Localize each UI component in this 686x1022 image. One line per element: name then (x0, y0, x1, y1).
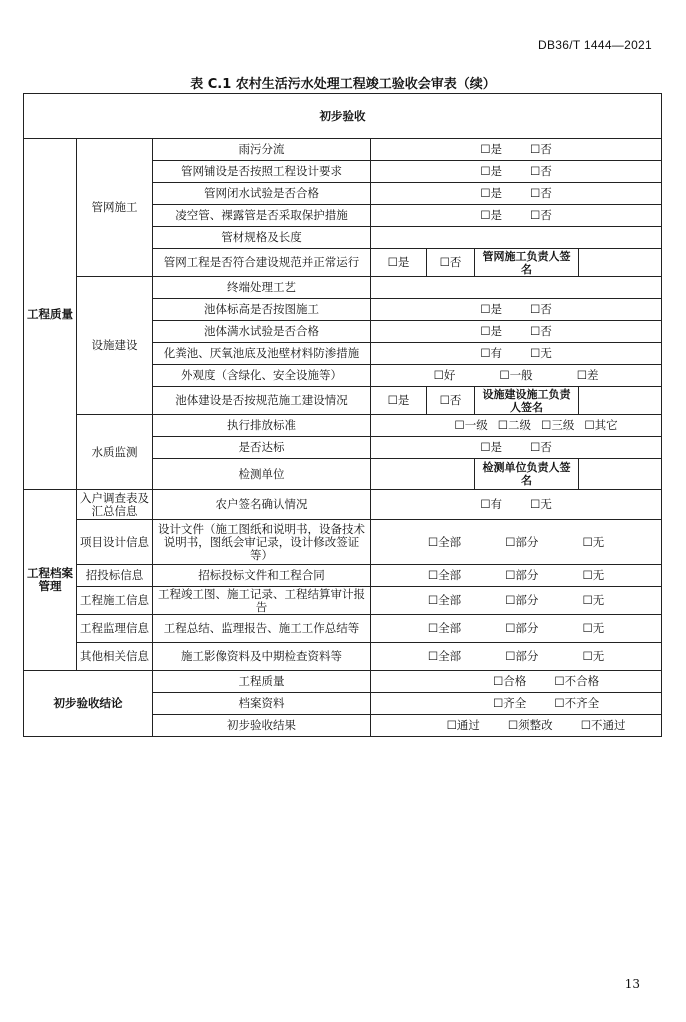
water-item: 执行排放标准 (153, 415, 371, 437)
conclusion-item: 档案资料 (153, 693, 371, 715)
option-partial[interactable]: ☐部分 (505, 649, 539, 663)
conclusion-item: 初步验收结果 (153, 715, 371, 737)
facility-item: 池体满水试验是否合格 (153, 321, 371, 343)
option-no[interactable]: ☐否 (530, 186, 552, 200)
archive-item: 施工影像资料及中期检查资料等 (153, 643, 371, 671)
option-rectify[interactable]: ☐须整改 (507, 718, 553, 732)
option-no[interactable]: ☐否 (427, 249, 475, 277)
option-poor[interactable]: ☐差 (576, 368, 599, 382)
option-all[interactable]: ☐全部 (427, 621, 462, 635)
facility-item: 外观度（含绿化、安全设施等） (153, 365, 371, 387)
option-no[interactable]: ☐否 (530, 142, 552, 156)
option-grade-2[interactable]: ☐二级 (497, 418, 532, 432)
pipe-item: 管网工程是否符合建设规范并正常运行 (153, 249, 371, 277)
option-none[interactable]: ☐无 (530, 497, 552, 511)
option-yes[interactable]: ☐是 (371, 387, 427, 415)
option-partial[interactable]: ☐部分 (505, 534, 539, 549)
option-yes[interactable]: ☐是 (480, 142, 503, 156)
standard-number: DB36/T 1444—2021 (538, 38, 652, 52)
archive-item: 农户签名确认情况 (153, 490, 371, 520)
option-none[interactable]: ☐无 (582, 621, 605, 635)
pipe-item: 管网铺设是否按照工程设计要求 (153, 161, 371, 183)
archive-item: 工程总结、监理报告、施工工作总结等 (153, 615, 371, 643)
pipe-item: 雨污分流 (153, 139, 371, 161)
water-item: 是否达标 (153, 437, 371, 459)
pipe-label: 管网施工 (77, 139, 153, 277)
pipe-signature-field[interactable] (579, 249, 662, 277)
facility-item: 化粪池、厌氧池底及池壁材料防渗措施 (153, 343, 371, 365)
archive-category: 工程施工信息 (77, 587, 153, 615)
archive-item: 设计文件（施工图纸和说明书，设备技术说明书，图纸会审记录，设计修改签证等） (153, 520, 371, 565)
option-none[interactable]: ☐无 (582, 593, 605, 607)
facility-signature-label: 设施建设施工负责人签名 (475, 387, 579, 415)
option-partial[interactable]: ☐部分 (505, 568, 539, 582)
option-grade-1[interactable]: ☐一级 (454, 418, 488, 432)
option-all[interactable]: ☐全部 (427, 568, 462, 582)
pipe-item: 凌空管、裸露管是否采取保护措施 (153, 205, 371, 227)
archive-category: 工程监理信息 (77, 615, 153, 643)
facility-item: 池体建设是否按规范施工建设情况 (153, 387, 371, 415)
option-none[interactable]: ☐无 (582, 534, 605, 549)
water-item: 检测单位 (153, 459, 371, 490)
option-no[interactable]: ☐否 (530, 208, 552, 222)
facility-item: 终端处理工艺 (153, 277, 371, 299)
facility-label: 设施建设 (77, 277, 153, 415)
testing-unit-input[interactable] (371, 459, 475, 490)
water-label: 水质监测 (77, 415, 153, 490)
option-no[interactable]: ☐否 (530, 324, 552, 338)
pipe-signature-label: 管网施工负责人签名 (475, 249, 579, 277)
option-pass[interactable]: ☐合格 (492, 674, 527, 688)
option-none[interactable]: ☐无 (582, 568, 605, 582)
page-number: 13 (624, 977, 640, 991)
option-rejected[interactable]: ☐不通过 (580, 718, 626, 732)
option-partial[interactable]: ☐部分 (505, 621, 539, 635)
option-good[interactable]: ☐好 (433, 368, 456, 382)
archive-item: 招标投标文件和工程合同 (153, 565, 371, 587)
process-input[interactable] (371, 277, 662, 299)
option-all[interactable]: ☐全部 (427, 593, 462, 607)
option-all[interactable]: ☐全部 (427, 534, 462, 549)
quality-label: 工程质量 (24, 139, 77, 490)
option-no[interactable]: ☐否 (427, 387, 475, 415)
option-complete[interactable]: ☐齐全 (492, 696, 527, 710)
option-yes[interactable]: ☐是 (480, 324, 503, 338)
water-signature-label: 检测单位负责人签名 (475, 459, 579, 490)
archive-category: 其他相关信息 (77, 643, 153, 671)
archive-category: 招投标信息 (77, 565, 153, 587)
option-partial[interactable]: ☐部分 (505, 593, 539, 607)
archive-label: 工程档案管理 (24, 490, 77, 671)
option-fail[interactable]: ☐不合格 (554, 674, 600, 688)
option-incomplete[interactable]: ☐不齐全 (554, 696, 600, 710)
archive-category: 项目设计信息 (77, 520, 153, 565)
option-no[interactable]: ☐否 (530, 302, 552, 316)
facility-signature-field[interactable] (579, 387, 662, 415)
archive-category: 入户调查表及汇总信息 (77, 490, 153, 520)
section-title: 初步验收 (24, 94, 662, 139)
option-yes[interactable]: ☐是 (371, 249, 427, 277)
archive-item: 工程竣工图、施工记录、工程结算审计报告 (153, 587, 371, 615)
table-title: 表 C.1 农村生活污水处理工程竣工验收会审表（续） (190, 77, 496, 92)
pipe-item: 管材规格及长度 (153, 227, 371, 249)
option-none[interactable]: ☐无 (582, 649, 605, 663)
option-no[interactable]: ☐否 (530, 440, 552, 454)
facility-item: 池体标高是否按图施工 (153, 299, 371, 321)
option-yes[interactable]: ☐是 (480, 302, 503, 316)
option-yes[interactable]: ☐是 (480, 186, 503, 200)
option-grade-3[interactable]: ☐三级 (541, 418, 575, 432)
option-other[interactable]: ☐其它 (584, 418, 618, 432)
option-yes[interactable]: ☐是 (480, 208, 503, 222)
option-none[interactable]: ☐无 (530, 346, 552, 360)
conclusion-label: 初步验收结论 (24, 671, 153, 737)
option-have[interactable]: ☐有 (480, 346, 503, 360)
acceptance-table (23, 93, 662, 737)
option-have[interactable]: ☐有 (480, 497, 503, 511)
option-approved[interactable]: ☐通过 (446, 718, 480, 732)
option-yes[interactable]: ☐是 (480, 440, 503, 454)
conclusion-item: 工程质量 (153, 671, 371, 693)
option-fair[interactable]: ☐一般 (499, 368, 533, 382)
water-signature-field[interactable] (579, 459, 662, 490)
option-no[interactable]: ☐否 (530, 164, 552, 178)
option-yes[interactable]: ☐是 (480, 164, 503, 178)
option-all[interactable]: ☐全部 (427, 649, 462, 663)
pipe-item: 管网闭水试验是否合格 (153, 183, 371, 205)
pipe-spec-input[interactable] (371, 227, 662, 249)
